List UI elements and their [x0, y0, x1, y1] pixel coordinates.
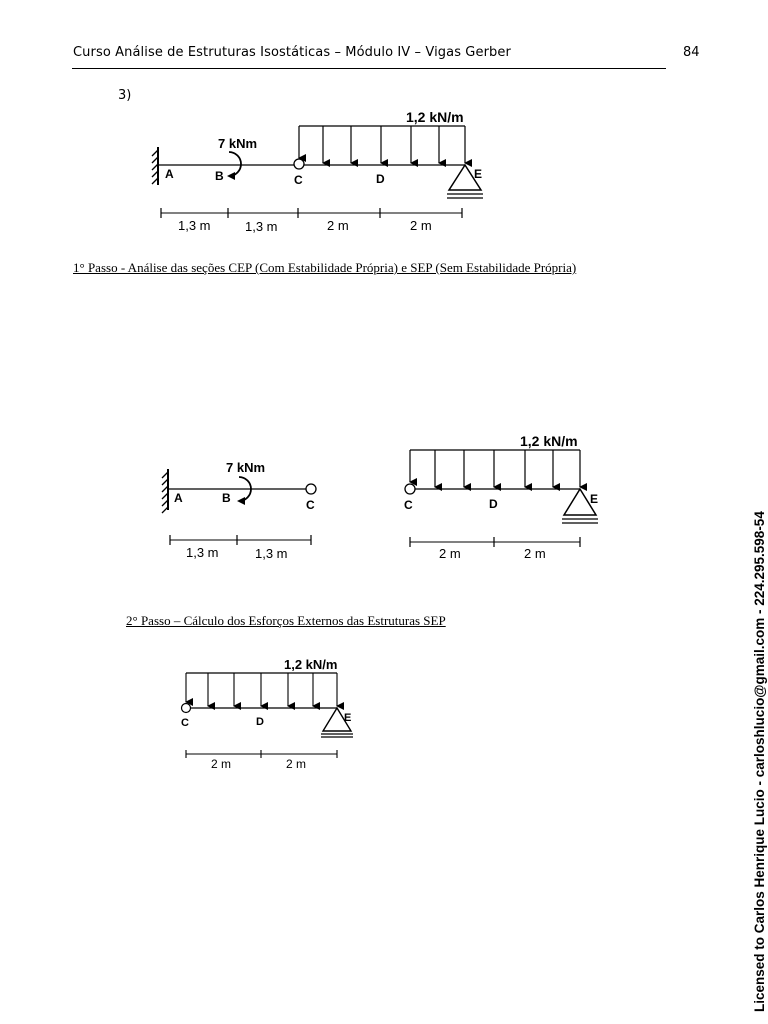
point-label-e: E: [590, 492, 599, 506]
load-label: 1,2 kN/m: [284, 657, 338, 672]
point-label-c: C: [404, 498, 413, 512]
point-label-c: C: [294, 173, 303, 187]
point-label-e: E: [344, 712, 352, 724]
dimension-label: 2 m: [439, 546, 461, 561]
point-label-d: D: [376, 172, 385, 186]
point-label-b: B: [215, 169, 224, 183]
step-1-heading: 1° Passo - Análise das seções CEP (Com Estabilidade Própria) e SEP (Sem Estabilidade Própria): [73, 260, 577, 275]
page-number: 84: [683, 45, 700, 60]
dimension-label: 1,3 m: [178, 218, 211, 233]
point-label-d: D: [256, 716, 264, 728]
dimension-label: 2 m: [286, 757, 307, 771]
point-label-c: C: [306, 498, 315, 512]
license-watermark: Licensed to Carlos Henrique Lucio - carloshlucio@gmail.com - 224.295.598-54: [752, 511, 767, 1012]
dimension-label: 1,3 m: [245, 219, 278, 234]
point-label-b: B: [222, 491, 231, 505]
dimension-label: 2 m: [211, 757, 232, 771]
point-label-a: A: [174, 491, 183, 505]
load-label: 1,2 kN/m: [406, 109, 464, 125]
distributed-load: [186, 673, 337, 706]
dimension-label: 2 m: [524, 546, 546, 561]
dimension-label: 2 m: [410, 218, 432, 233]
point-label-a: A: [165, 167, 174, 181]
hinge-icon: [182, 704, 191, 713]
moment-label: 7 kNm: [226, 460, 266, 475]
dimension-label: 1,3 m: [255, 546, 288, 561]
moment-label: 7 kNm: [218, 136, 258, 151]
dimension-line: [186, 750, 337, 758]
point-label-e: E: [474, 167, 483, 181]
step-2-heading: 2° Passo – Cálculo dos Esforços Externos das Estruturas SEP: [126, 613, 446, 628]
point-label-d: D: [489, 497, 498, 511]
exercise-number: 3): [118, 88, 132, 103]
load-label: 1,2 kN/m: [520, 433, 578, 449]
document-header-title: Curso Análise de Estruturas Isostáticas – Módulo IV – Vigas Gerber: [73, 45, 511, 60]
dimension-label: 2 m: [327, 218, 349, 233]
dimension-label: 1,3 m: [186, 545, 219, 560]
point-label-c: C: [181, 717, 189, 729]
